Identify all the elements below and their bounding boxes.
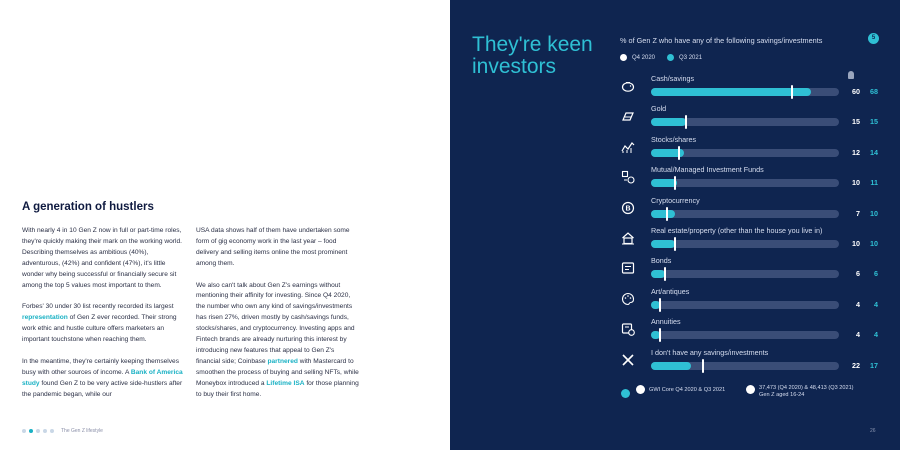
value-q4-2020: 10 bbox=[852, 178, 860, 188]
text-column-1 bbox=[22, 226, 186, 411]
chart-title: % of Gen Z who have any of the following savings/investments bbox=[620, 36, 823, 45]
value-q4-2020: 22 bbox=[852, 360, 860, 370]
chart-row bbox=[450, 102, 900, 132]
bar-track bbox=[651, 118, 839, 126]
section-heading: A generation of hustlers bbox=[22, 201, 154, 213]
funds-icon bbox=[621, 170, 635, 184]
page-dot bbox=[22, 429, 26, 433]
stocks-chart-icon bbox=[621, 140, 635, 154]
bar-q3-2021 bbox=[651, 240, 675, 248]
value-q4-2020: 4 bbox=[856, 299, 860, 309]
palette-icon bbox=[621, 292, 635, 306]
category-label: Stocks/shares bbox=[651, 134, 697, 144]
category-label: Real estate/property (other than the house you live in) bbox=[651, 226, 823, 235]
value-q3-2021: 14 bbox=[870, 147, 878, 157]
chart-row bbox=[450, 224, 900, 254]
bitcoin-icon bbox=[621, 201, 635, 215]
category-label: Gold bbox=[651, 104, 667, 114]
partnered-link[interactable]: partnered bbox=[267, 357, 298, 365]
page-headline: They're keen investors bbox=[472, 33, 593, 78]
value-q3-2021: 15 bbox=[870, 117, 878, 127]
source-note: GWI Core Q4 2020 & Q3 2021 bbox=[636, 385, 725, 394]
house-icon bbox=[621, 231, 635, 245]
legend-item-q4-2020: Q4 2020 bbox=[620, 54, 655, 61]
bar-q3-2021 bbox=[651, 179, 677, 187]
bar-track bbox=[651, 301, 839, 309]
page-dot-active bbox=[29, 429, 33, 433]
chart-row bbox=[450, 133, 900, 163]
lifetime-isa-link[interactable]: Lifetime ISA bbox=[266, 379, 305, 387]
chart-row bbox=[450, 285, 900, 315]
value-q3-2021: 10 bbox=[870, 208, 878, 218]
page-dot bbox=[50, 429, 54, 433]
value-q4-2020: 7 bbox=[856, 208, 860, 218]
value-q3-2021: 68 bbox=[870, 87, 878, 96]
value-q3-2021: 11 bbox=[870, 178, 878, 188]
paragraph: We also can't talk about Gen Z's earnings without mentioning their affinity for investing. Since Q4 2020, the number who own any kind of savings/investments has risen 27%, driven mostly by cash/savings funds, stocks/shares, and cryptocurrency. Investing apps and Fintech brands are already nurturing this interest by introducing new features that appeal to Gen Z's financial side; Coinbase partnered with Mastercard to smoothen the process of buying and selling NFTs, while Moneybox introduced a Lifetime ISA for those planning to buy their first home. bbox=[196, 281, 359, 398]
value-q3-2021: 6 bbox=[874, 269, 878, 279]
paragraph: With nearly 4 in 10 Gen Z now in full or part-time roles, they're quickly making their mark on the working world. Describing themselves as ambitious (40%), adventurous, (42%) and confident (47%), it's little wonder why being successful or financially secure sit among the top 5 values most important to them. bbox=[22, 227, 182, 289]
footer-left bbox=[22, 428, 103, 434]
bar-track bbox=[651, 240, 839, 248]
value-q4-2020: 12 bbox=[852, 147, 860, 157]
legend-swatch bbox=[620, 54, 627, 61]
paragraph: Forbes' 30 under 30 list recently recorded its largest representation of Gen Z ever recorded. Their strong work ethic and hustle culture offers marketers an important touchstone when reaching them. bbox=[22, 303, 177, 344]
gold-bar-icon bbox=[621, 109, 635, 123]
bond-certificate-icon bbox=[621, 261, 635, 275]
value-q4-2020: 4 bbox=[856, 330, 860, 340]
page-dot bbox=[36, 429, 40, 433]
representation-link[interactable]: representation bbox=[22, 314, 68, 322]
page-number: 26 bbox=[870, 428, 876, 434]
value-q3-2021: 17 bbox=[870, 360, 878, 370]
text-column-2 bbox=[196, 226, 360, 411]
chart-row bbox=[450, 72, 900, 102]
right-page bbox=[450, 0, 900, 450]
marker-q4-2020 bbox=[659, 328, 661, 342]
chart-row bbox=[450, 315, 900, 345]
gwi-logo-icon bbox=[636, 385, 645, 394]
bar-track bbox=[651, 331, 839, 339]
value-q3-2021: 10 bbox=[870, 239, 878, 248]
marker-q4-2020 bbox=[685, 115, 687, 129]
value-q4-2020: 60 bbox=[852, 87, 860, 96]
legend-item-q3-2021: Q3 2021 bbox=[667, 54, 702, 61]
globe-icon bbox=[621, 385, 634, 403]
bar-track bbox=[651, 210, 839, 218]
category-label: Art/antiques bbox=[651, 286, 690, 296]
annuity-icon bbox=[621, 322, 635, 336]
category-label: I don't have any savings/investments bbox=[651, 347, 769, 357]
legend-swatch bbox=[667, 54, 674, 61]
chart-row bbox=[450, 254, 900, 284]
paragraph: In the meantime, they're certainly keeping themselves busy with other sources of income. A Bank of America study found Gen Z to be very active side-hustlers after the pandemic began, while our bbox=[22, 357, 183, 398]
page-dot bbox=[43, 429, 47, 433]
marker-q4-2020 bbox=[664, 267, 666, 281]
bar-q3-2021 bbox=[651, 362, 691, 370]
category-label: Bonds bbox=[651, 256, 672, 266]
marker-q4-2020 bbox=[659, 298, 661, 312]
bar-q3-2021 bbox=[651, 270, 665, 278]
bar-track bbox=[651, 149, 839, 157]
people-icon bbox=[746, 385, 755, 394]
bar-q3-2021 bbox=[651, 88, 811, 96]
marker-q4-2020 bbox=[791, 85, 793, 99]
question-badge: 5 bbox=[868, 33, 879, 44]
no-cross-icon bbox=[621, 353, 635, 367]
category-label: Cryptocurrency bbox=[651, 195, 700, 205]
value-q4-2020: 15 bbox=[852, 117, 860, 127]
value-q3-2021: 4 bbox=[874, 330, 878, 340]
category-label: Mutual/Managed Investment Funds bbox=[651, 165, 764, 175]
marker-q4-2020 bbox=[678, 146, 680, 160]
paragraph: USA data shows half of them have undertaken some form of gig economy work in the last year – food delivery and selling items online the most prominent among them. bbox=[196, 227, 350, 267]
bar-track bbox=[651, 88, 839, 96]
footer-title: The Gen Z lifestyle bbox=[61, 428, 103, 434]
category-label: Annuities bbox=[651, 317, 681, 327]
bar-track bbox=[651, 179, 839, 187]
bank-of-america-link[interactable]: Bank of America study bbox=[22, 368, 183, 387]
chart-row bbox=[450, 163, 900, 193]
chart-row bbox=[450, 194, 900, 224]
value-q4-2020: 10 bbox=[852, 239, 860, 248]
category-label: Cash/savings bbox=[651, 74, 695, 83]
bar-q3-2021 bbox=[651, 210, 675, 218]
marker-q4-2020 bbox=[674, 237, 676, 251]
svg-text:B: B bbox=[625, 205, 631, 213]
value-q4-2020: 6 bbox=[856, 269, 860, 279]
bar-track bbox=[651, 362, 839, 370]
bar-track bbox=[651, 270, 839, 278]
chart-legend bbox=[620, 54, 702, 61]
marker-q4-2020 bbox=[674, 176, 676, 190]
value-q3-2021: 4 bbox=[874, 299, 878, 309]
piggy-bank-icon bbox=[621, 79, 635, 93]
chart-row bbox=[450, 346, 900, 376]
bar-q3-2021 bbox=[651, 118, 686, 126]
marker-q4-2020 bbox=[702, 359, 704, 373]
sample-note: 37,473 (Q4 2020) & 48,413 (Q3 2021) Gen Z aged 16-24 bbox=[746, 385, 854, 399]
